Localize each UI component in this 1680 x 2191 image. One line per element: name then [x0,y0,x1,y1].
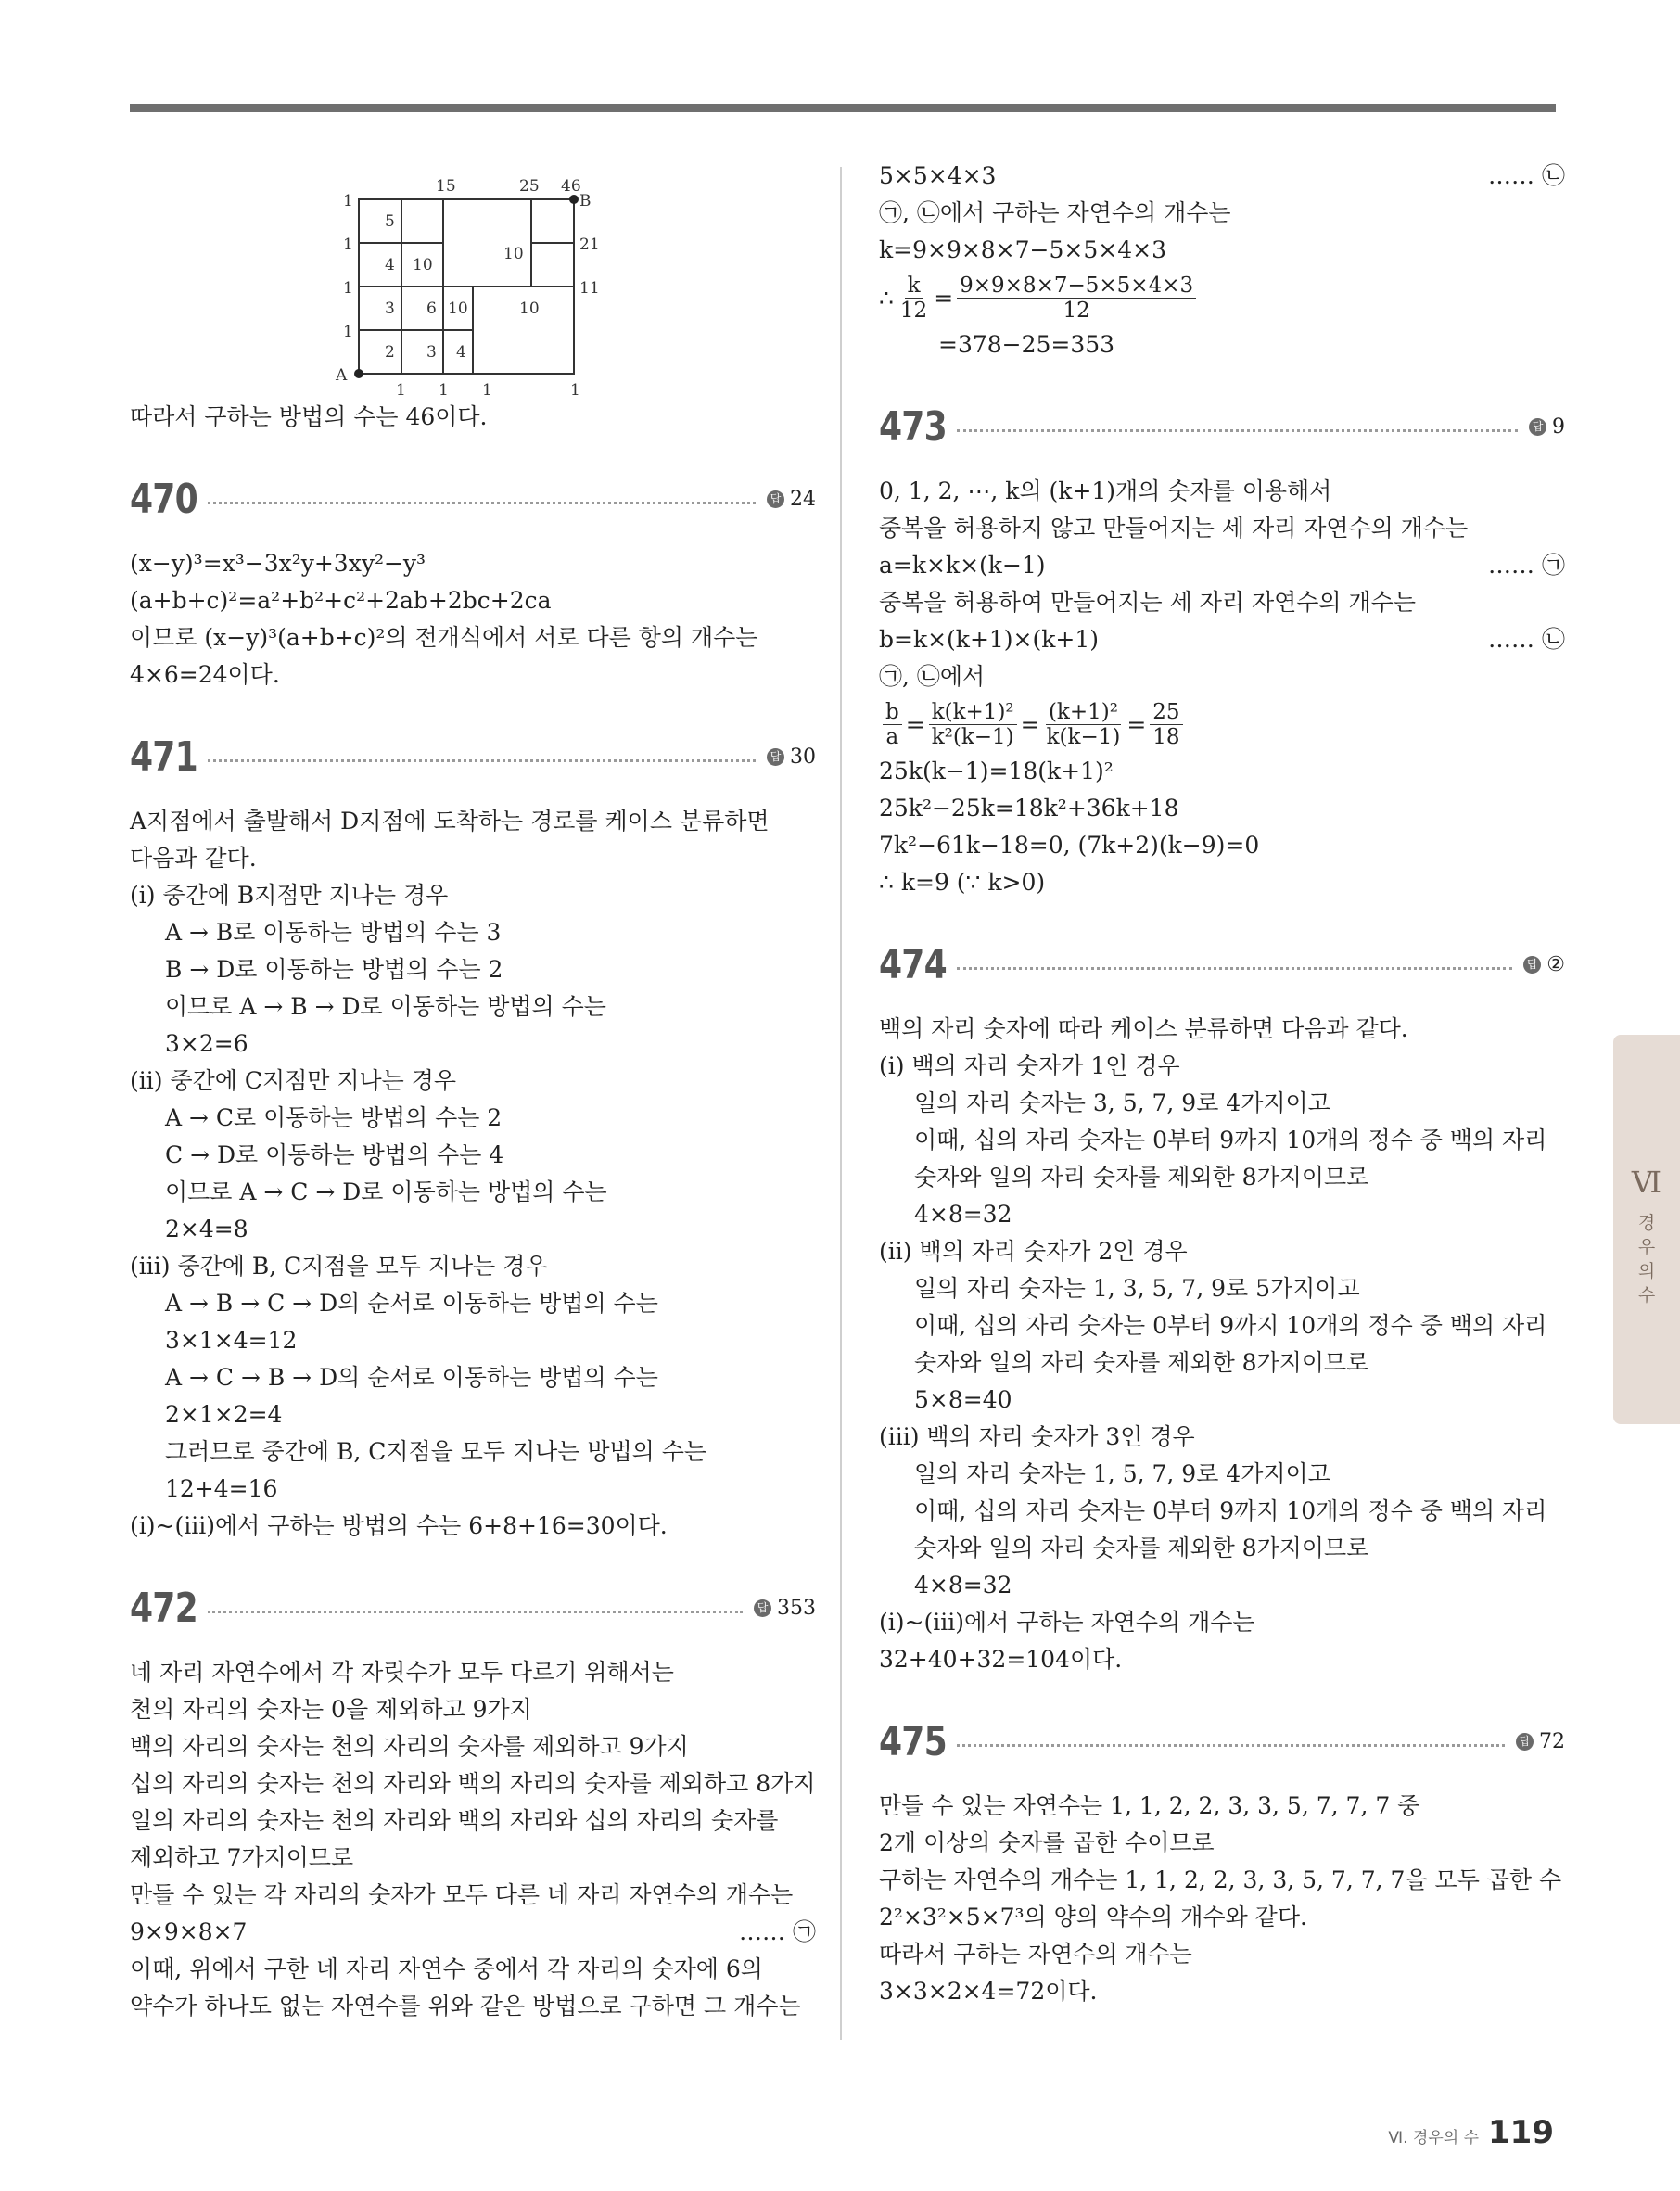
text-line: 4×6=24이다. [130,661,280,688]
problem-number: 474 [879,940,947,988]
leader-dots [957,967,1512,970]
denominator: a [885,724,899,749]
answer-value: 353 [777,1596,816,1620]
equals-sign: = [1020,710,1040,738]
text-line: 천의 자리의 숫자는 0을 제외하고 9가지 [130,1696,532,1723]
fraction [897,274,930,323]
text-line: 숫자와 일의 자리 숫자를 제외한 8가지이므로 [914,1535,1369,1561]
text-line: 5×8=40 [914,1386,1012,1413]
text-line: ∴ k=9 (∵ k>0) [879,869,1046,896]
right-label: 21 [579,236,600,254]
problem-heading-470 [130,469,816,529]
text-line: (ⅱ) 중간에 C지점만 지나는 경우 [130,1067,457,1094]
equation: a=k×k×(k−1) [879,552,1046,579]
text-line: 숫자와 일의 자리 숫자를 제외한 8가지이므로 [914,1164,1369,1191]
fraction [1150,700,1182,749]
text-line: =378−25=353 [938,331,1115,358]
answer-icon: 답 [1516,1733,1534,1751]
answer-icon: 답 [1523,956,1541,974]
text-line-with-mark [879,621,1565,658]
fraction [929,700,1017,749]
problem-heading-472 [130,1578,816,1637]
problem-number: 472 [130,1584,197,1632]
text-line: 그러므로 중간에 B, C지점을 모두 지나는 방법의 수는 [165,1438,707,1465]
problem-heading-474 [879,935,1565,994]
text-line-with-mark [879,158,1565,195]
text-line: 3×3×2×4=72이다. [879,1978,1098,2005]
text-line: (ⅲ) 백의 자리 숫자가 3인 경우 [879,1423,1195,1450]
text-line: 이므로 A → C → D로 이동하는 방법의 수는 [165,1178,607,1205]
left-label: 1 [343,192,353,210]
text-line: C → D로 이동하는 방법의 수는 4 [165,1141,504,1168]
text-line: 제외하고 7가지이므로 [130,1844,354,1871]
text-line: k=9×9×8×7−5×5×4×3 [879,236,1166,263]
leader-dots [208,759,756,762]
equals-sign: = [1126,710,1147,738]
text-line: 7k²−61k−18=0, (7k+2)(k−9)=0 [879,832,1260,859]
text-line: 십의 자리의 숫자는 천의 자리와 백의 자리의 숫자를 제외하고 8가지 [130,1770,816,1797]
equals-sign: = [905,710,925,738]
cell-value: 4 [385,256,395,274]
numerator: (k+1)² [1046,700,1121,725]
chapter-vertical-title [1613,1211,1680,1307]
fraction-line [879,695,1565,753]
text-line: 이므로 (x−y)³(a+b+c)²의 전개식에서 서로 다른 항의 개수는 [130,624,758,651]
cell-value: 10 [503,245,524,263]
page-footer [1388,2114,1554,2151]
problem-number: 471 [130,732,197,781]
answer-value: 9 [1552,414,1565,439]
denominator: k²(k−1) [931,724,1014,749]
leader-dots [208,502,756,504]
text-line: 숫자와 일의 자리 숫자를 제외한 8가지이므로 [914,1349,1369,1376]
text-line: 2²×3²×5×7³의 양의 약수의 개수와 같다. [879,1904,1307,1930]
cell-value: 10 [448,299,468,318]
problem-heading-475 [879,1712,1565,1771]
text-line: 약수가 하나도 없는 자연수를 위와 같은 방법으로 구하면 그 개수는 [130,1993,801,2019]
text-line: A → B → C → D의 순서로 이동하는 방법의 수는 [165,1290,658,1317]
grid-svg [130,158,816,399]
text-line: 일의 자리의 숫자는 천의 자리와 백의 자리와 십의 자리의 숫자를 [130,1807,779,1834]
text-line: 이때, 십의 자리 숫자는 0부터 9까지 10개의 정수 중 백의 자리 [914,1127,1547,1153]
text-line: 다음과 같다. [130,845,257,872]
answer-badge [767,488,816,511]
equation-mark: …… ㉡ [1488,162,1565,189]
text-line: 4×8=32 [914,1572,1012,1599]
numerator: k(k+1)² [929,700,1017,725]
equation: 5×5×4×3 [879,162,997,189]
answer-value: 30 [790,745,816,769]
bottom-label: 1 [396,381,406,399]
text-line-with-mark [879,547,1565,584]
problem-number: 470 [130,475,197,523]
text-line-with-mark [130,1914,816,1951]
equation-mark: …… ㉠ [1488,552,1565,579]
numerator: 9×9×8×7−5×5×4×3 [957,274,1196,299]
text-line: (ⅰ)~(ⅲ)에서 구하는 방법의 수는 6+8+16=30이다. [130,1512,668,1539]
equation-mark: …… ㉠ [739,1918,816,1945]
fraction [883,700,902,749]
therefore-symbol: ∴ [879,284,894,312]
text-line: ㉠, ㉡에서 구하는 자연수의 개수는 [879,199,1231,226]
top-label: 15 [436,177,456,196]
text-line: 만들 수 있는 자연수는 1, 1, 2, 2, 3, 3, 5, 7, 7, 7 중 [879,1792,1420,1819]
text-line: B → D로 이동하는 방법의 수는 2 [165,956,503,983]
text-line: 일의 자리 숫자는 3, 5, 7, 9로 4가지이고 [914,1089,1330,1116]
text-line: (a+b+c)²=a²+b²+c²+2ab+2bc+2ca [130,587,552,614]
text-line: (ⅰ)~(ⅲ)에서 구하는 자연수의 개수는 [879,1609,1255,1636]
numerator: 25 [1150,700,1182,725]
text-line: (x−y)³=x³−3x²y+3xy²−y³ [130,550,426,577]
text-line: A → C로 이동하는 방법의 수는 2 [165,1104,503,1131]
problem-heading-471 [130,727,816,786]
text-line: 2×1×2=4 [165,1401,283,1428]
bottom-label: 1 [570,381,580,399]
denominator: 18 [1152,724,1180,749]
text-line: 2개 이상의 숫자를 곱한 수이므로 [879,1829,1215,1856]
text-line: 이때, 십의 자리 숫자는 0부터 9까지 10개의 정수 중 백의 자리 [914,1497,1547,1524]
answer-icon: 답 [1529,418,1546,436]
text-line: 25k(k−1)=18(k+1)² [879,758,1114,784]
chapter-title-char: 의 [1637,1261,1656,1281]
text-line: 중복을 허용하여 만들어지는 세 자리 자연수의 개수는 [879,589,1416,616]
text-line: 이므로 A → B → D로 이동하는 방법의 수는 [165,993,606,1020]
chapter-title-char: 경 [1637,1213,1656,1233]
answer-badge [754,1597,816,1620]
chapter-title-char: 우 [1637,1237,1656,1257]
leader-dots [957,429,1518,432]
answer-icon: 답 [754,1599,771,1617]
cell-value: 10 [413,256,433,274]
problem-number: 473 [879,402,947,451]
left-label: 1 [343,279,353,298]
intro-line: 따라서 구하는 방법의 수는 46이다. [130,403,488,430]
equals-sign: = [934,284,954,312]
bottom-label: 1 [482,381,492,399]
page-number: 119 [1488,2114,1554,2151]
grid-path-diagram [130,158,816,399]
answer-value: 72 [1539,1729,1565,1753]
cell-value: 2 [385,343,395,362]
problem-number: 475 [879,1717,947,1765]
text-line: 일의 자리 숫자는 1, 3, 5, 7, 9로 5가지이고 [914,1275,1360,1302]
answer-badge [1516,1730,1565,1753]
equation: 9×9×8×7 [130,1918,248,1945]
cell-value: 3 [385,299,395,318]
cell-value: 6 [426,299,437,318]
numerator: b [883,700,902,725]
point-a-label: A [336,366,348,385]
fraction [1044,700,1124,749]
point-a-dot [354,369,363,378]
left-column [130,158,816,2025]
answer-badge [1529,415,1565,439]
text-line: 구하는 자연수의 개수는 1, 1, 2, 2, 3, 3, 5, 7, 7, 7을 모두 곱한 수 [879,1866,1562,1893]
text-line: A → B로 이동하는 방법의 수는 3 [165,919,502,946]
text-line: (ⅰ) 중간에 B지점만 지나는 경우 [130,882,449,909]
numerator: k [905,274,923,299]
right-column [879,158,1565,2010]
text-line: 백의 자리의 숫자는 천의 자리의 숫자를 제외하고 9가지 [130,1733,689,1760]
right-label: 11 [579,279,600,298]
answer-icon: 답 [767,748,784,766]
column-divider [840,167,842,2040]
answer-badge [767,745,816,769]
footer-chapter: Ⅵ. 경우의 수 [1388,2129,1480,2147]
left-label: 1 [343,236,353,254]
text-line: 따라서 구하는 자연수의 개수는 [879,1941,1192,1968]
text-line: 네 자리 자연수에서 각 자릿수가 모두 다르기 위해서는 [130,1659,674,1686]
problem-heading-473 [879,397,1565,456]
fraction [957,274,1196,323]
answer-value: 24 [790,487,816,511]
text-line: 4×8=32 [914,1201,1012,1228]
cell-value: 5 [385,212,395,231]
text-line: 3×1×4=12 [165,1327,298,1354]
fraction-line [879,269,1565,326]
text-line: (ⅲ) 중간에 B, C지점을 모두 지나는 경우 [130,1253,548,1280]
point-b-label: B [579,192,592,210]
text-line: (ⅰ) 백의 자리 숫자가 1인 경우 [879,1052,1180,1079]
point-b-dot [569,195,579,204]
text-line: 이때, 위에서 구한 네 자리 자연수 중에서 각 자리의 숫자에 6의 [130,1955,763,1982]
text-line: 32+40+32=104이다. [879,1646,1123,1673]
text-line: 이때, 십의 자리 숫자는 0부터 9까지 10개의 정수 중 백의 자리 [914,1312,1547,1339]
equation: b=k×(k+1)×(k+1) [879,626,1100,653]
text-line: 0, 1, 2, ⋯, k의 (k+1)개의 숫자를 이용해서 [879,478,1332,504]
top-label: 25 [519,177,540,196]
denominator: 12 [1063,298,1090,323]
cell-value: 3 [426,343,437,362]
answer-icon: 답 [767,490,784,508]
top-rule [130,104,1556,112]
denominator: 12 [899,298,928,323]
text-line: 25k²−25k=18k²+36k+18 [879,795,1179,822]
top-label: 46 [561,177,581,196]
leader-dots [957,1744,1505,1747]
text-line: 일의 자리 숫자는 1, 5, 7, 9로 4가지이고 [914,1460,1330,1487]
chapter-title-char: 수 [1637,1285,1656,1306]
denominator: k(k−1) [1046,724,1121,749]
text-line: 3×2=6 [165,1030,248,1057]
text-line: 만들 수 있는 각 자리의 숫자가 모두 다른 네 자리 자연수의 개수는 [130,1881,794,1908]
text-line: 12+4=16 [165,1475,278,1502]
text-line: A지점에서 출발해서 D지점에 도착하는 경로를 케이스 분류하면 [130,808,770,834]
chapter-roman-numeral: Ⅵ [1631,1165,1662,1200]
text-line: ㉠, ㉡에서 [879,663,986,690]
answer-value: ② [1546,952,1565,976]
chapter-side-tab [1613,1035,1680,1424]
answer-badge [1523,953,1565,976]
text-line: A → C → B → D의 순서로 이동하는 방법의 수는 [165,1364,658,1391]
text-line: 백의 자리 숫자에 따라 케이스 분류하면 다음과 같다. [879,1015,1408,1042]
left-label: 1 [343,323,353,341]
bottom-label: 1 [439,381,449,399]
text-line: 중복을 허용하지 않고 만들어지는 세 자리 자연수의 개수는 [879,515,1469,541]
text-line: 2×4=8 [165,1216,248,1242]
leader-dots [208,1611,743,1613]
cell-value: 4 [456,343,466,362]
equation-mark: …… ㉡ [1488,626,1565,653]
text-line: (ⅱ) 백의 자리 숫자가 2인 경우 [879,1238,1188,1265]
cell-value: 10 [519,299,540,318]
